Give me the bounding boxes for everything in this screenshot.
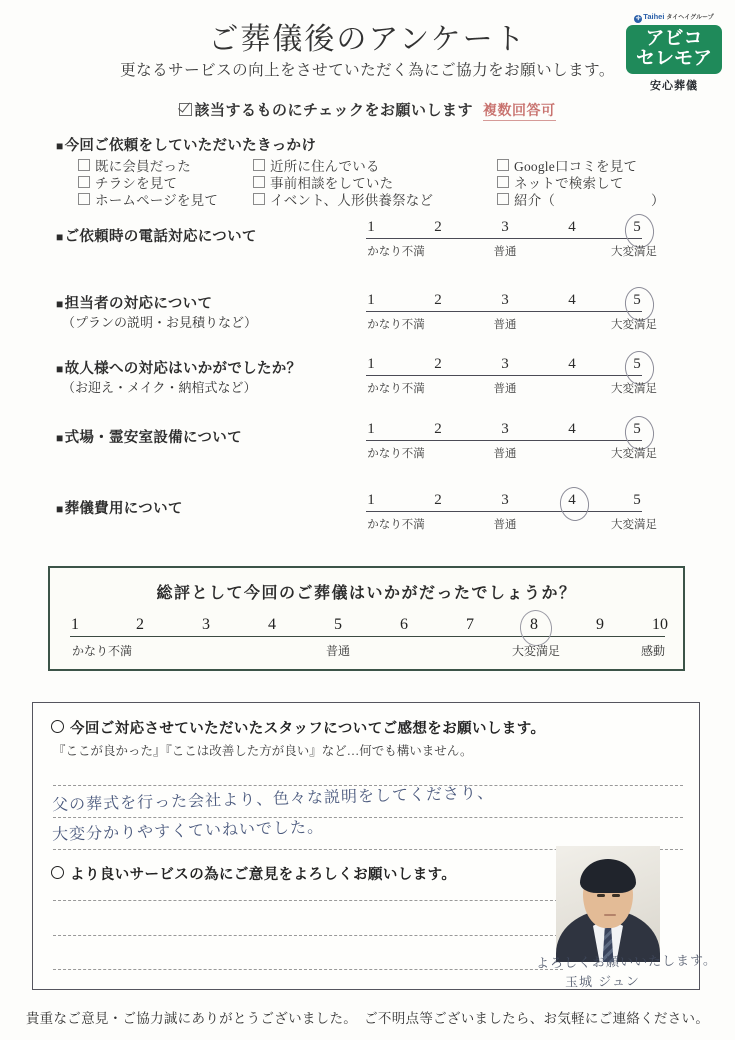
checkbox-label: 紹介（ ）	[514, 193, 665, 208]
scale-number[interactable]: 2	[434, 292, 442, 308]
check-instruction-line	[0, 99, 735, 120]
overall-rating-box	[48, 566, 685, 671]
checkbox-option-referral[interactable]	[497, 189, 665, 209]
scale-number[interactable]: 2	[434, 356, 442, 372]
company-logo	[626, 12, 722, 93]
overall-label-high: 大変満足	[511, 644, 560, 658]
comment-question-2-text: より良いサービスの為にご意見をよろしくお願いします。	[70, 867, 457, 883]
scale-label-mid: 普通	[493, 383, 517, 395]
scale-label-low: かなり不満	[367, 246, 425, 258]
checkbox-icon[interactable]	[253, 176, 265, 188]
scale-number[interactable]: 5	[633, 356, 641, 372]
scale-number[interactable]: 3	[501, 421, 509, 437]
question-5-scale[interactable]	[366, 492, 657, 536]
scale-number[interactable]: 1	[367, 421, 375, 437]
photo-eye-right	[612, 894, 620, 897]
scale-number[interactable]: 4	[268, 616, 276, 633]
comment-question-2	[51, 863, 456, 884]
selected-rating-circle	[558, 485, 591, 523]
checkbox-label: 既に会員だった	[95, 159, 191, 174]
logo-line-1: アビコ	[645, 28, 703, 49]
scale-number[interactable]: 8	[530, 616, 538, 633]
checkbox-label: イベント、人形供養祭など	[270, 193, 434, 208]
checkbox-label: ネットで検索して	[514, 176, 624, 191]
question-4-heading: ■ 式場・霊安室設備について	[56, 426, 242, 447]
scale-number[interactable]: 4	[568, 492, 576, 508]
scale-number[interactable]: 5	[633, 492, 641, 508]
scale-number[interactable]: 9	[596, 616, 604, 633]
overall-label-top: 感動	[640, 644, 665, 658]
comment-question-1-text: 今回ご対応させていただいたスタッフについてご感想をお願いします。	[70, 721, 546, 737]
checkbox-label: 近所に住んでいる	[270, 159, 380, 174]
scale-label-low: かなり不満	[367, 448, 425, 460]
checkbox-icon[interactable]	[78, 176, 90, 188]
question-2-heading: ■ 担当者の対応について	[56, 292, 212, 313]
scale-number[interactable]: 5	[633, 421, 641, 437]
scale-axis	[366, 311, 642, 312]
comment-question-1-note: 『ここが良かった』『ここは改善した方が良い』など…何でも構いません。	[53, 744, 473, 758]
trigger-section-heading: ■ 今回ご依頼をしていただいたきっかけ	[56, 134, 316, 155]
scale-number[interactable]: 5	[633, 219, 641, 235]
scale-number[interactable]: 4	[568, 292, 576, 308]
checkbox-icon[interactable]	[497, 159, 509, 171]
checkbox-icon[interactable]	[78, 193, 90, 205]
logo-brand-box	[626, 25, 722, 74]
scale-number[interactable]: 2	[136, 616, 144, 633]
checkbox-option-homepage[interactable]	[78, 189, 218, 209]
scale-label-mid: 普通	[493, 519, 517, 531]
scale-number[interactable]: 3	[501, 492, 509, 508]
scale-label-low: かなり不満	[367, 319, 425, 331]
page-title: ご葬儀後のアンケート	[208, 23, 527, 56]
scale-number[interactable]: 3	[202, 616, 210, 633]
write-line[interactable]	[53, 900, 563, 901]
scale-label-mid: 普通	[493, 319, 517, 331]
logo-group-suffix: タイヘイグループ	[666, 15, 714, 21]
checkbox-icon[interactable]	[78, 159, 90, 171]
scale-label-high: 大変満足	[611, 319, 657, 331]
logo-line-2: セレモア	[635, 48, 712, 69]
staff-name: 玉城 ジュン	[564, 974, 641, 991]
question-3-scale[interactable]	[366, 356, 657, 400]
question-5-heading: ■ 葬儀費用について	[56, 497, 183, 518]
scale-number[interactable]: 1	[367, 219, 375, 235]
staff-photo	[556, 846, 660, 962]
checkbox-icon[interactable]	[253, 159, 265, 171]
scale-number[interactable]: 6	[400, 616, 408, 633]
footer-text: 貴重なご意見・ご協力誠にありがとうございました。 ご不明点等ございましたら、お気軽にご連絡ください。	[25, 1011, 710, 1026]
write-line[interactable]	[53, 935, 563, 936]
scale-label-low: かなり不満	[367, 383, 425, 395]
scale-axis	[70, 636, 665, 637]
checkbox-label: Google口コミを見て	[514, 159, 638, 174]
scale-number[interactable]: 3	[501, 356, 509, 372]
scale-label-low: かなり不満	[367, 519, 425, 531]
scale-number[interactable]: 10	[652, 616, 668, 633]
comment-question-1	[51, 717, 545, 738]
checkbox-icon[interactable]	[253, 193, 265, 205]
scale-number[interactable]: 4	[568, 421, 576, 437]
question-3-subheading: （お迎え・メイク・納棺式など）	[62, 380, 257, 395]
page-subtitle: 更なるサービスの向上をさせていただく為にご協力をお願いします。	[120, 62, 615, 79]
scale-label-high: 大変満足	[611, 519, 657, 531]
checkbox-label: 事前相談をしていた	[270, 176, 394, 191]
question-2-subheading: （プランの説明・お見積りなど）	[62, 315, 258, 330]
multi-answer-note: 複数回答可	[483, 104, 556, 119]
write-line[interactable]	[53, 969, 563, 970]
scale-number[interactable]: 5	[334, 616, 342, 633]
checkbox-label: ホームページを見て	[95, 193, 219, 208]
circle-bullet-icon	[51, 720, 64, 733]
photo-eye-left	[597, 894, 605, 897]
photo-mouth	[604, 914, 616, 916]
checkbox-option-event[interactable]	[253, 189, 433, 209]
handwritten-answer-line-2: 大変分かりやすくていねいでした。	[51, 817, 325, 844]
scale-label-high: 大変満足	[611, 448, 657, 460]
scale-label-mid: 普通	[493, 448, 517, 460]
scale-number[interactable]: 7	[466, 616, 474, 633]
scale-number[interactable]: 1	[367, 492, 375, 508]
logo-group-line	[626, 12, 722, 23]
question-2-scale[interactable]	[366, 292, 657, 336]
scale-number[interactable]: 2	[434, 421, 442, 437]
scale-number[interactable]: 1	[71, 616, 79, 633]
scale-number[interactable]: 1	[367, 292, 375, 308]
question-1-heading: ■ ご依頼時の電話対応について	[56, 225, 257, 246]
logo-tagline: 安心葬儀	[650, 80, 698, 92]
scale-axis	[366, 511, 642, 512]
scale-number[interactable]: 4	[568, 219, 576, 235]
checkbox-label: チラシを見て	[95, 176, 178, 191]
overall-rating-title: 総評として今回のご葬儀はいかがだったでしょうか？	[156, 585, 577, 602]
scale-axis	[366, 238, 642, 239]
checkbox-icon[interactable]	[497, 193, 509, 205]
scale-axis	[366, 375, 642, 376]
scale-number[interactable]: 3	[501, 219, 509, 235]
scale-label-mid: 普通	[493, 246, 517, 258]
scale-number[interactable]: 1	[367, 356, 375, 372]
overall-label-mid: 普通	[325, 644, 350, 658]
logo-group-name: Taihei	[643, 12, 665, 21]
scale-number[interactable]: 5	[633, 292, 641, 308]
question-1-scale[interactable]	[366, 219, 657, 263]
overall-label-low: かなり不満	[71, 644, 132, 658]
scale-label-high: 大変満足	[611, 383, 657, 395]
scale-number[interactable]: 2	[434, 492, 442, 508]
scale-label-high: 大変満足	[611, 246, 657, 258]
write-line[interactable]	[53, 817, 683, 818]
check-instruction-text: 該当するものにチェックをお願いします	[194, 103, 474, 119]
circle-bullet-icon	[51, 866, 64, 879]
scale-number[interactable]: 3	[501, 292, 509, 308]
question-3-heading: ■ 故人様への対応はいかがでしたか？	[56, 357, 301, 378]
staff-message: よろしくお願いいたします。	[535, 953, 718, 972]
handwritten-answer-line-1: 父の葬式を行った会社より、色々な説明をしてくださり、	[51, 782, 495, 815]
question-4-scale[interactable]	[366, 421, 657, 465]
taihei-mark-icon: ✛	[635, 16, 641, 22]
scale-number[interactable]: 2	[434, 219, 442, 235]
scale-axis	[366, 440, 642, 441]
overall-rating-scale[interactable]	[70, 616, 668, 660]
checked-box-icon	[179, 103, 192, 116]
scale-number[interactable]: 4	[568, 356, 576, 372]
checkbox-icon[interactable]	[497, 176, 509, 188]
